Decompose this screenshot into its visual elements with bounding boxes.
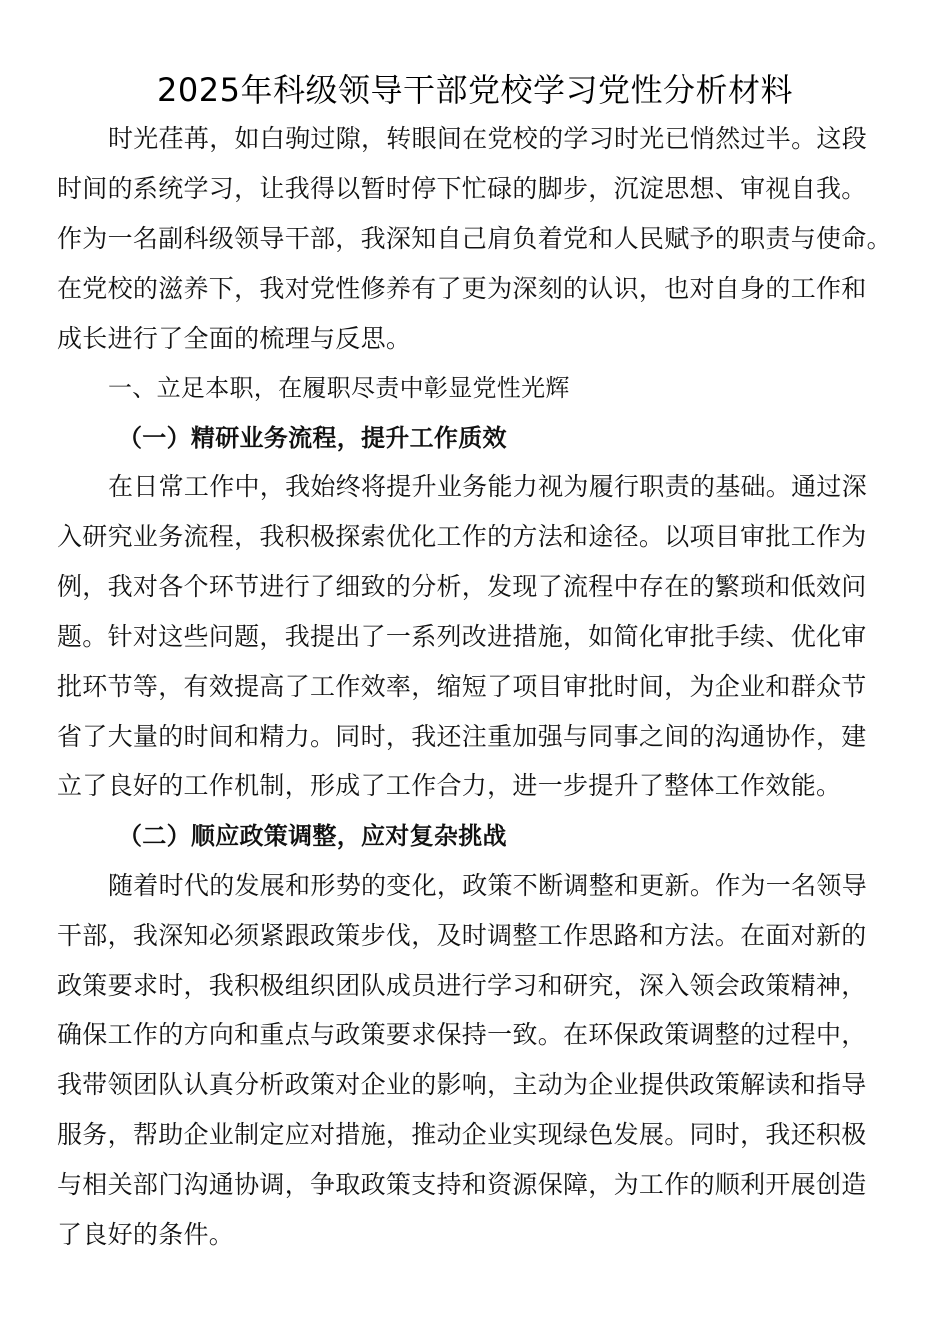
text-line: 立了良好的工作机制，形成了工作合力，进一步提升了整体工作效能。 — [57, 771, 842, 800]
text-line: 批环节等，有效提高了工作效率，缩短了项目审批时间，为企业和群众节 — [57, 672, 867, 701]
subsection-heading: （二）顺应政策调整，应对复杂挑战 — [118, 822, 507, 850]
text-line: 在党校的滋养下，我对党性修养有了更为深刻的认识，也对自身的工作和 — [57, 274, 867, 303]
text-line: 确保工作的方向和重点与政策要求保持一致。在环保政策调整的过程中， — [57, 1020, 867, 1049]
text-line: 时光荏苒，如白驹过隙，转眼间在党校的学习时光已悄然过半。这段 — [108, 124, 868, 153]
text-line: 时间的系统学习，让我得以暂时停下忙碌的脚步，沉淀思想、审视自我。 — [57, 174, 867, 203]
text-line: 省了大量的时间和精力。同时，我还注重加强与同事之间的沟通协作，建 — [57, 722, 867, 751]
text-line: 随着时代的发展和形势的变化，政策不断调整和更新。作为一名领导 — [108, 871, 868, 900]
text-line: 作为一名副科级领导干部，我深知自己肩负着党和人民赋予的职责与使命。 — [57, 224, 892, 253]
text-line: 题。针对这些问题，我提出了一系列改进措施，如简化审批手续、优化审 — [57, 622, 867, 651]
text-line: 了良好的条件。 — [57, 1220, 235, 1249]
text-line: 在日常工作中，我始终将提升业务能力视为履行职责的基础。通过深 — [108, 472, 868, 501]
text-line: 与相关部门沟通协调，争取政策支持和资源保障，为工作的顺利开展创造 — [57, 1170, 867, 1199]
subsection-heading: （一）精研业务流程，提升工作质效 — [118, 424, 507, 452]
text-line: 服务，帮助企业制定应对措施，推动企业实现绿色发展。同时，我还积极 — [57, 1120, 867, 1149]
text-line: 政策要求时，我积极组织团队成员进行学习和研究，深入领会政策精神， — [57, 971, 867, 1000]
section-heading: 一、立足本职，在履职尽责中彰显党性光辉 — [108, 374, 570, 402]
text-line: 干部，我深知必须紧跟政策步伐，及时调整工作思路和方法。在面对新的 — [57, 921, 867, 950]
text-line: 入研究业务流程，我积极探索优化工作的方法和途径。以项目审批工作为 — [57, 522, 867, 551]
text-line: 成长进行了全面的梳理与反思。 — [57, 324, 412, 353]
document-title: 2025年科级领导干部党校学习党性分析材料 — [157, 71, 793, 109]
text-line: 我带领团队认真分析政策对企业的影响，主动为企业提供政策解读和指导 — [57, 1070, 867, 1099]
text-line: 例，我对各个环节进行了细致的分析，发现了流程中存在的繁琐和低效问 — [57, 572, 867, 601]
